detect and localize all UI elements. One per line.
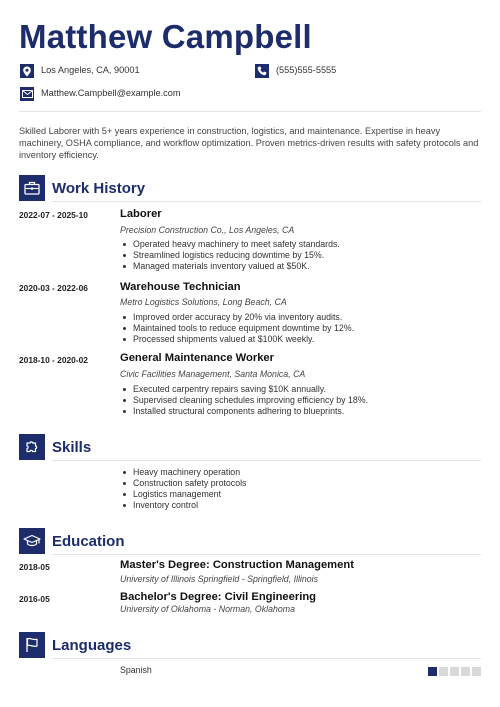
professional-summary: Skilled Laborer with 5+ years experience in construction, logistics, and maintenance. Expertise in heavy machinery, OSHA compliance, and workflow optimization. Proven metrics-driven results with safety protocols and inventory efficiency. [19, 126, 479, 160]
language-name: Spanish [120, 665, 152, 675]
list-item: Logistics management [120, 489, 480, 500]
language-level-meter [428, 667, 483, 676]
list-item: Managed materials inventory valued at $50K. [120, 261, 480, 272]
job-company: Metro Logistics Solutions, Long Beach, CA [120, 297, 287, 307]
education-degree: Master's Degree: Construction Management [120, 559, 354, 571]
email-icon [20, 87, 34, 101]
level-square-empty [450, 667, 459, 676]
list-item: Heavy machinery operation [120, 467, 480, 478]
education-date: 2016-05 [19, 594, 50, 604]
puzzle-icon [19, 434, 45, 460]
job-company: Civic Facilities Management, Santa Monica, CA [120, 369, 306, 379]
job-bullets [120, 384, 480, 417]
education-degree: Bachelor's Degree: Civil Engineering [120, 591, 317, 603]
level-square-empty [461, 667, 470, 676]
list-item: Supervised cleaning schedules improving efficiency by 18%. [120, 395, 480, 406]
location-pin-icon [20, 64, 34, 78]
job-title: General Maintenance Worker [120, 352, 274, 364]
job-bullets [120, 239, 480, 272]
section-title-education: Education [52, 533, 125, 550]
contact-phone: (555)555-5555 [276, 65, 337, 75]
list-item: Inventory control [120, 500, 480, 511]
list-item: Operated heavy machinery to meet safety standards. [120, 239, 480, 250]
job-dates: 2020-03 - 2022-06 [19, 283, 88, 293]
contact-location: Los Angeles, CA, 90001 [41, 65, 140, 75]
list-item: Improved order accuracy by 20% via inventory audits. [120, 312, 480, 323]
skills-list [120, 467, 480, 511]
list-item: Construction safety protocols [120, 478, 480, 489]
section-divider [52, 460, 481, 461]
job-title: Laborer [120, 208, 162, 220]
level-square-empty [439, 667, 448, 676]
section-divider [52, 201, 481, 202]
job-dates: 2022-07 - 2025-10 [19, 210, 88, 220]
phone-icon [255, 64, 269, 78]
level-square-empty [472, 667, 481, 676]
section-divider [52, 554, 481, 555]
education-date: 2018-05 [19, 562, 50, 572]
header-divider [19, 111, 481, 112]
list-item: Processed shipments valued at $100K weekly. [120, 334, 480, 345]
flag-icon [19, 632, 45, 658]
education-school: University of Oklahoma - Norman, Oklahoma [120, 604, 296, 614]
level-square-filled [428, 667, 437, 676]
contact-email: Matthew.Campbell@example.com [41, 88, 181, 98]
section-title-skills: Skills [52, 439, 92, 456]
job-bullets [120, 312, 480, 345]
job-dates: 2018-10 - 2020-02 [19, 355, 88, 365]
section-title-work-history: Work History [52, 180, 146, 197]
job-company: Precision Construction Co., Los Angeles, CA [120, 225, 295, 235]
education-school: University of Illinois Springfield - Springfield, Illinois [120, 574, 319, 584]
section-title-languages: Languages [52, 637, 132, 654]
graduation-cap-icon [19, 528, 45, 554]
list-item: Installed structural components adhering to blueprints. [120, 406, 480, 417]
section-divider [52, 658, 481, 659]
briefcase-icon [19, 175, 45, 201]
candidate-name: Matthew Campbell [19, 18, 312, 55]
list-item: Maintained tools to reduce equipment downtime by 12%. [120, 323, 480, 334]
job-title: Warehouse Technician [120, 281, 241, 293]
list-item: Executed carpentry repairs saving $10K annually. [120, 384, 480, 395]
list-item: Streamlined logistics reducing downtime by 15%. [120, 250, 480, 261]
